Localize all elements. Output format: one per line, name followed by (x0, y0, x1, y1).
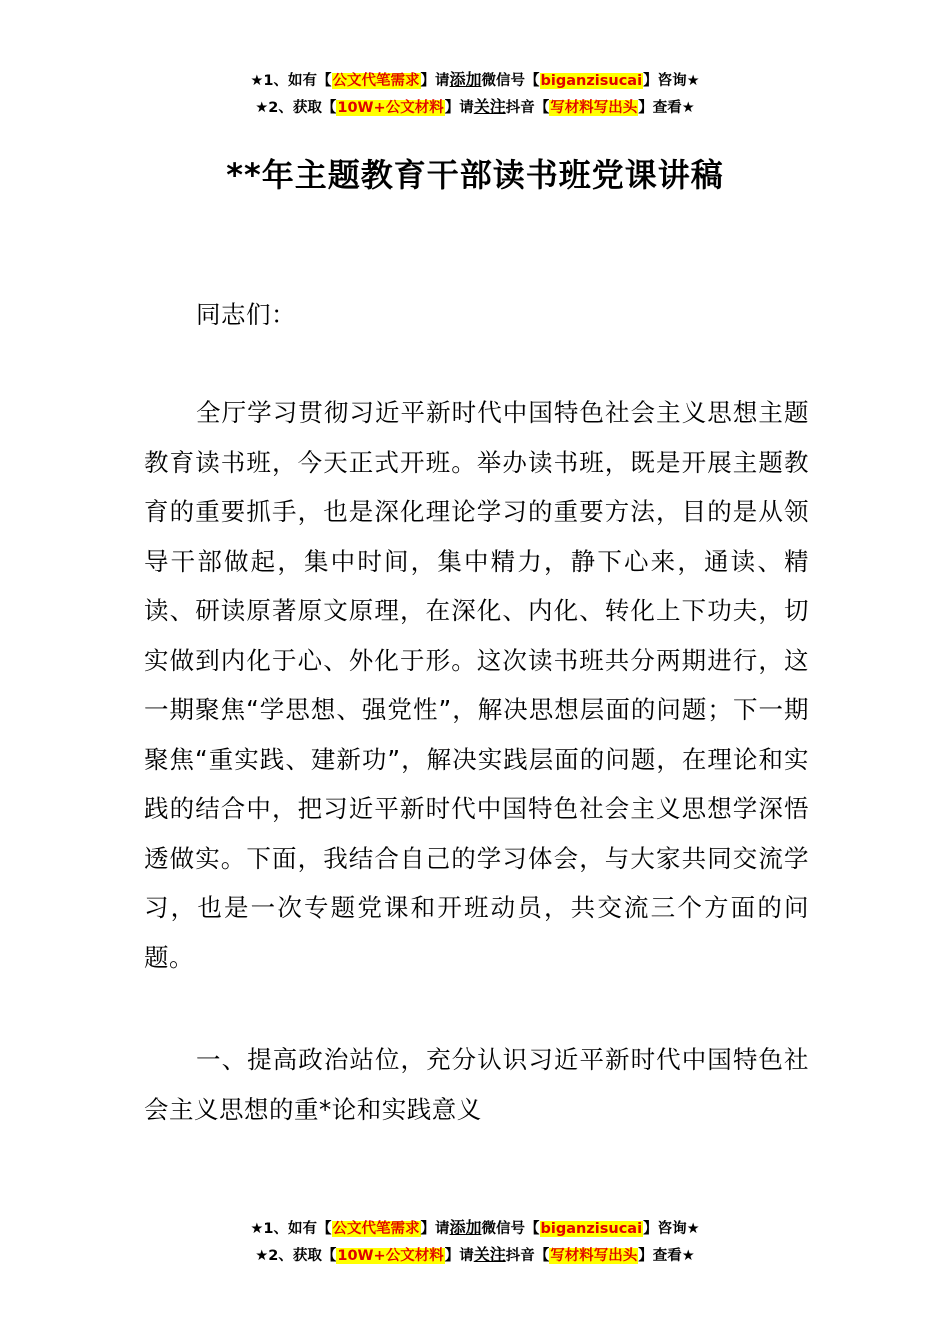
banner-highlight-douyin: 写材料写出头 (550, 1248, 638, 1264)
banner-highlight-wechat: biganzisucai (540, 73, 643, 89)
paragraph-intro: 全厅学习贯彻习近平新时代中国特色社会主义思想主题教育读书班，今天正式开班。举办读书班，既是开展主题教育的重要抓手，也是深化理论学习的重要方法，目的是从领导干部做起，集中时间，集中精力，静下心来，通读、精读、研读原著原文原理，在深化、内化、转化上下功夫，切实做到内化于心、外化于形。这次读书班共分两期进行，这一期聚焦“学思想、强党性”，解决思想层面的问题；下一期聚焦“重实践、建新功”，解决实践层面的问题，在理论和实践的结合中，把习近平新时代中国特色社会主义思想学深悟透做实。下面，我结合自己的学习体会，与大家共同交流学习，也是一次专题党课和开班动员，共交流三个方面的问题。 (144, 398, 809, 972)
document-title: **年主题教育干部读书班党课讲稿 (226, 156, 724, 194)
banner-text: ★1、如有【 (250, 73, 332, 89)
banner-text: 】请 (444, 100, 474, 116)
banner-highlight-wechat: biganzisucai (540, 1221, 643, 1237)
banner-text: ★1、如有【 (250, 1221, 332, 1237)
banner-text: 】咨询★ (643, 73, 700, 89)
banner-text: ★2、获取【 (255, 1248, 337, 1264)
banner-highlight: 公文代笔需求 (332, 73, 420, 89)
banner-text: 抖音【 (505, 100, 550, 116)
footer-banner (0, 1215, 950, 1269)
banner-highlight-douyin: 写材料写出头 (550, 100, 638, 116)
banner-line-1 (0, 1215, 950, 1242)
banner-text: 】请 (420, 73, 450, 89)
section-heading-1: 一、提高政治站位，充分认识习近平新时代中国特色社会主义思想的重*论和实践意义 (144, 1045, 809, 1124)
banner-text: 微信号【 (481, 1221, 540, 1237)
banner-text: 】查看★ (638, 1248, 695, 1264)
banner-text: 】咨询★ (643, 1221, 700, 1237)
banner-line-1 (0, 67, 950, 94)
banner-text: ★2、获取【 (255, 100, 337, 116)
banner-underlined-text: 关注 (473, 1245, 506, 1264)
header-banner (0, 67, 950, 121)
banner-line-2 (0, 1242, 950, 1269)
banner-underlined-text: 关注 (473, 97, 506, 116)
banner-text: 抖音【 (505, 1248, 550, 1264)
banner-highlight: 10W+公文材料 (337, 100, 444, 116)
banner-underlined-text: 添加 (449, 1218, 482, 1237)
salutation: 同志们： (196, 300, 296, 329)
banner-text: 】请 (444, 1248, 474, 1264)
banner-highlight: 10W+公文材料 (337, 1248, 444, 1264)
banner-text: 】请 (420, 1221, 450, 1237)
banner-line-2 (0, 94, 950, 121)
banner-highlight: 公文代笔需求 (332, 1221, 420, 1237)
banner-underlined-text: 添加 (449, 70, 482, 89)
banner-text: 微信号【 (481, 73, 540, 89)
banner-text: 】查看★ (638, 100, 695, 116)
